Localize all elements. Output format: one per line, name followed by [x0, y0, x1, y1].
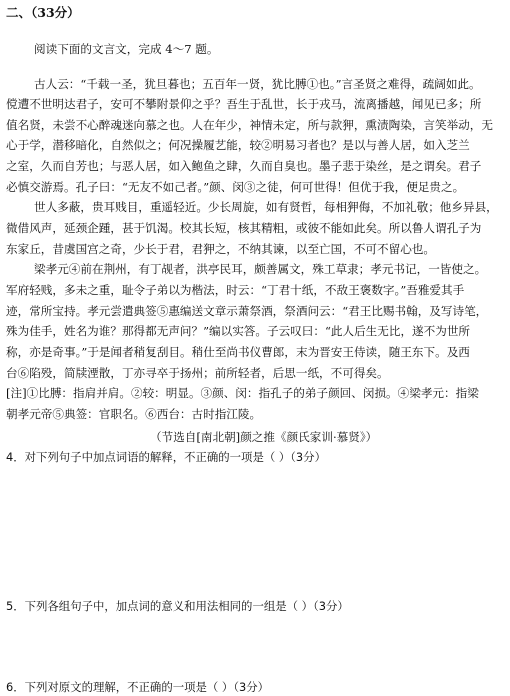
annotation-line: [注]①比膊：指肩并肩。②较：明显。③颜、闵：指孔子的弟子颜回、闵损。④梁孝元：指梁: [6, 386, 479, 400]
passage-line: 傥遭不世明达君子，安可不攀附景仰之乎？吾生于乱世，长于戎马，流离播越，闻见已多；所: [6, 97, 482, 111]
passage-line: 必慎交游焉。孔子曰：“无友不如己者。”颜、闵③之徒，何可世得！但优于我，便足贵之。: [6, 180, 465, 194]
passage-line: 之室，久而自芳也；与恶人居，如入鲍鱼之肆，久而自臭也。墨子悲于染丝，是之谓矣。君子: [6, 159, 482, 173]
section-title: 二、（33分）: [6, 5, 80, 20]
annotation-line: 朝孝元帝⑤典签：官职名。⑥西台：古时指江陵。: [6, 407, 262, 421]
passage-line: 古人云：“千载一圣，犹旦暮也；五百年一贤，犹比膊①也。”言圣贤之难得，疏阔如此。: [34, 77, 481, 91]
passage-line: 微借风声，延颈企踵，甚于饥渴。校其长短，核其精粗，或彼不能如此矣。所以鲁人谓孔子为: [6, 221, 482, 235]
passage-line: 殊为佳手，姓名为谁？那得都无声问？”编以实答。子云叹曰：“此人后生无比，遂不为世所: [6, 324, 471, 338]
passage-line: 世人多蔽，贵耳贱目，重遥轻近。少长周旋，如有贤哲，每相狎侮，不加礼敬；他乡异县，: [34, 200, 498, 214]
passage-line: 心于学，潜移暗化，自然似之；何况操履艺能，较②明易习者也？是以与善人居，如入芝兰: [6, 138, 470, 152]
passage-line: 值名贤，未尝不心醉魂迷向慕之也。人在年少，神情未定，所与款狎，熏渍陶染，言笑举动，无: [6, 118, 493, 132]
passage-line: 台⑥陷殁，简牍湮散，丁亦寻卒于扬州；前所轻者，后思一纸，不可得矣。: [6, 366, 389, 380]
passage-line: 梁孝元④前在荆州，有丁觇者，洪亭民耳，颇善属文，殊工草隶；孝元书记，一皆使之。: [34, 262, 487, 276]
question-6-stem: 6．下列对原文的理解，不正确的一项是（ ）（3分）: [6, 680, 270, 694]
passage-line: 军府轻贱，多未之重，耻令子弟以为楷法，时云：“丁君十纸，不敌王褒数字。”吾雅爱其手: [6, 283, 465, 297]
passage-line: 东家丘，昔虞国宫之奇，少长于君，君狎之，不纳其谏，以至亡国，不可不留心也。: [6, 242, 435, 256]
question-4-stem: 4．对下列句子中加点词语的解释，不正确的一项是（ ）（3分）: [6, 450, 326, 464]
question-5-stem: 5．下列各组句子中，加点词的意义和用法相同的一组是（ ）（3分）: [6, 599, 349, 613]
passage-source: （节选自[南北朝]颜之推《颜氏家训·慕贤》）: [150, 430, 378, 444]
section-instruction: 阅读下面的文言文，完成 4～7 题。: [34, 42, 219, 56]
passage-line: 迹，常所宝持。孝元尝遣典签⑤惠编送文章示萧祭酒，祭酒问云：“君王比赐书翰，及写诗笔，: [6, 304, 488, 318]
passage-line: 称，亦是奇事。”于是闻者稍复刮目。稍仕至尚书仪曹郎，末为晋安王侍读，随王东下。及西: [6, 345, 470, 359]
